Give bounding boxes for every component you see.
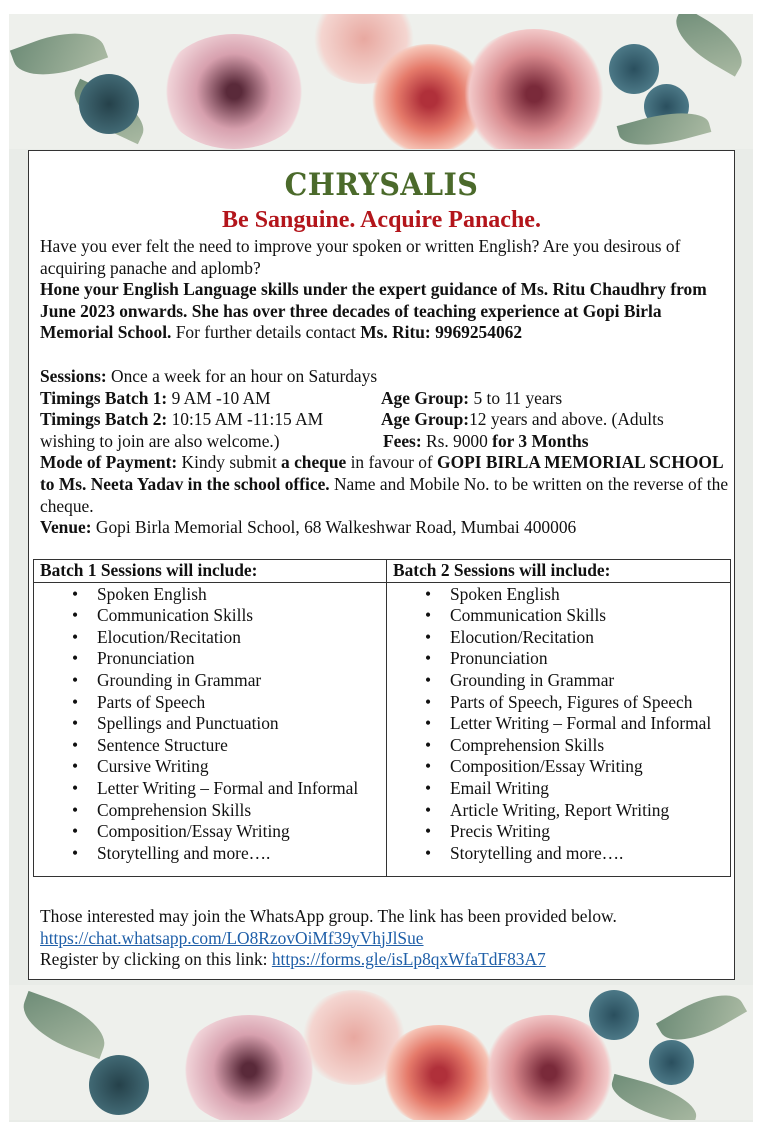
sessions-table	[33, 559, 731, 877]
contact-lead: For further details contact	[171, 322, 361, 343]
batch2-topic-item: • Storytelling and more….	[387, 843, 730, 865]
sessions-value: Once a week for an hour on Saturdays	[106, 365, 378, 386]
register-text: Register by clicking on this link:	[40, 949, 272, 970]
whatsapp-text: Those interested may join the WhatsApp group. The link has been provided below.	[40, 906, 617, 926]
flyer-tagline: Be Sanguine. Acquire Panache.	[222, 207, 541, 233]
floral-header-decoration	[9, 14, 753, 149]
batch2-topic-item: • Composition/Essay Writing	[387, 756, 730, 778]
batch2-topic-item: • Elocution/Recitation	[387, 627, 730, 649]
batch1-topic-item: • Grounding in Grammar	[34, 670, 386, 692]
flyer-title: CHRYSALIS	[284, 167, 479, 203]
flyer-content-box	[28, 150, 735, 980]
batch1-topic-item: • Parts of Speech	[34, 692, 386, 714]
batch2-topic-item: • Pronunciation	[387, 648, 730, 670]
fees-label: Fees:	[383, 430, 422, 451]
batch1-topic-item: • Pronunciation	[34, 648, 386, 670]
batch1-topic-list	[34, 584, 386, 865]
intro-text: Have you ever felt the need to improve your spoken or written English? Are you desirous of acquiring panache and aplomb?	[40, 236, 681, 278]
batch2-topic-item: • Communication Skills	[387, 605, 730, 627]
batch1-age-label: Age Group:	[381, 387, 470, 408]
batch1-timings-row	[40, 388, 730, 410]
batch1-topic-item: • Comprehension Skills	[34, 800, 386, 822]
batch1-topic-item: • Composition/Essay Writing	[34, 821, 386, 843]
batch1-topic-item: • Spellings and Punctuation	[34, 713, 386, 735]
footer-info	[40, 906, 617, 971]
batch2-topic-item: • Comprehension Skills	[387, 735, 730, 757]
batch2-topic-item: • Article Writing, Report Writing	[387, 800, 730, 822]
payment-payee: GOPI BIRLA MEMORIAL SCHOOL to Ms. Neeta Yadav in the school office.	[40, 452, 723, 494]
flyer-body	[40, 236, 730, 539]
batch1-header: Batch 1 Sessions will include:	[34, 560, 387, 583]
batch2-topic-item: • Email Writing	[387, 778, 730, 800]
adults-welcome-text: wishing to join are also welcome.)	[40, 430, 280, 451]
venue-info	[40, 517, 730, 539]
payment-info	[40, 452, 730, 517]
payment-text: in favour of	[346, 452, 438, 473]
batch1-age: 5 to 11 years	[469, 387, 563, 408]
fees-duration: for 3 Months	[492, 430, 589, 451]
registration-form-link[interactable]: https://forms.gle/isLp8qxWfaTdF83A7	[271, 949, 546, 970]
instructor-text: Hone your English Language skills under the expert guidance of Ms. Ritu Chaudhry from June 2023 onwards. She has over three decades of teaching experience at Gopi Birla Memorial School.	[40, 279, 707, 343]
instructor-info	[40, 279, 730, 344]
batch1-topic-item: • Sentence Structure	[34, 735, 386, 757]
batch1-topic-item: • Letter Writing – Formal and Informal	[34, 778, 386, 800]
payment-text: Kindy submit	[177, 452, 282, 473]
batch1-topic-item: • Cursive Writing	[34, 756, 386, 778]
contact-phone: Ms. Ritu: 9969254062	[360, 322, 523, 343]
batch1-topic-item: • Storytelling and more….	[34, 843, 386, 865]
batch2-header: Batch 2 Sessions will include:	[387, 560, 731, 583]
batch2-time: 10:15 AM -11:15 AM	[167, 409, 324, 430]
floral-footer-decoration	[9, 985, 753, 1120]
batch2-age-label: Age Group:	[381, 409, 470, 430]
venue-address: Gopi Birla Memorial School, 68 Walkeshwar Road, Mumbai 400006	[91, 517, 577, 538]
batch1-topic-item: • Spoken English	[34, 584, 386, 606]
batch1-topic-item: • Communication Skills	[34, 605, 386, 627]
batch2-topic-item: • Grounding in Grammar	[387, 670, 730, 692]
payment-label: Mode of Payment:	[40, 452, 178, 473]
payment-note: Name and Mobile No. to be written on the reverse of the cheque.	[40, 473, 729, 516]
batch1-topic-item: • Elocution/Recitation	[34, 627, 386, 649]
batch2-label: Timings Batch 2:	[40, 409, 168, 430]
batch2-topic-item: • Letter Writing – Formal and Informal	[387, 713, 730, 735]
sessions-label: Sessions:	[40, 365, 107, 386]
batch2-topic-item: • Spoken English	[387, 584, 730, 606]
batch2-topic-item: • Parts of Speech, Figures of Speech	[387, 692, 730, 714]
payment-method: a cheque	[281, 452, 347, 473]
fees-row	[40, 431, 730, 453]
batch2-topic-item: • Precis Writing	[387, 821, 730, 843]
venue-label: Venue:	[40, 517, 92, 538]
sessions-info	[40, 366, 730, 388]
whatsapp-group-link[interactable]: https://chat.whatsapp.com/LO8RzovOiMf39yVhjJlSue	[40, 927, 424, 948]
batch2-topic-list	[387, 584, 730, 865]
fees-amount: Rs. 9000	[421, 430, 493, 451]
batch1-label: Timings Batch 1:	[40, 387, 168, 408]
batch2-timings-row	[40, 409, 730, 431]
batch2-age: 12 years and above. (Adults	[469, 409, 664, 430]
batch1-time: 9 AM -10 AM	[167, 387, 271, 408]
